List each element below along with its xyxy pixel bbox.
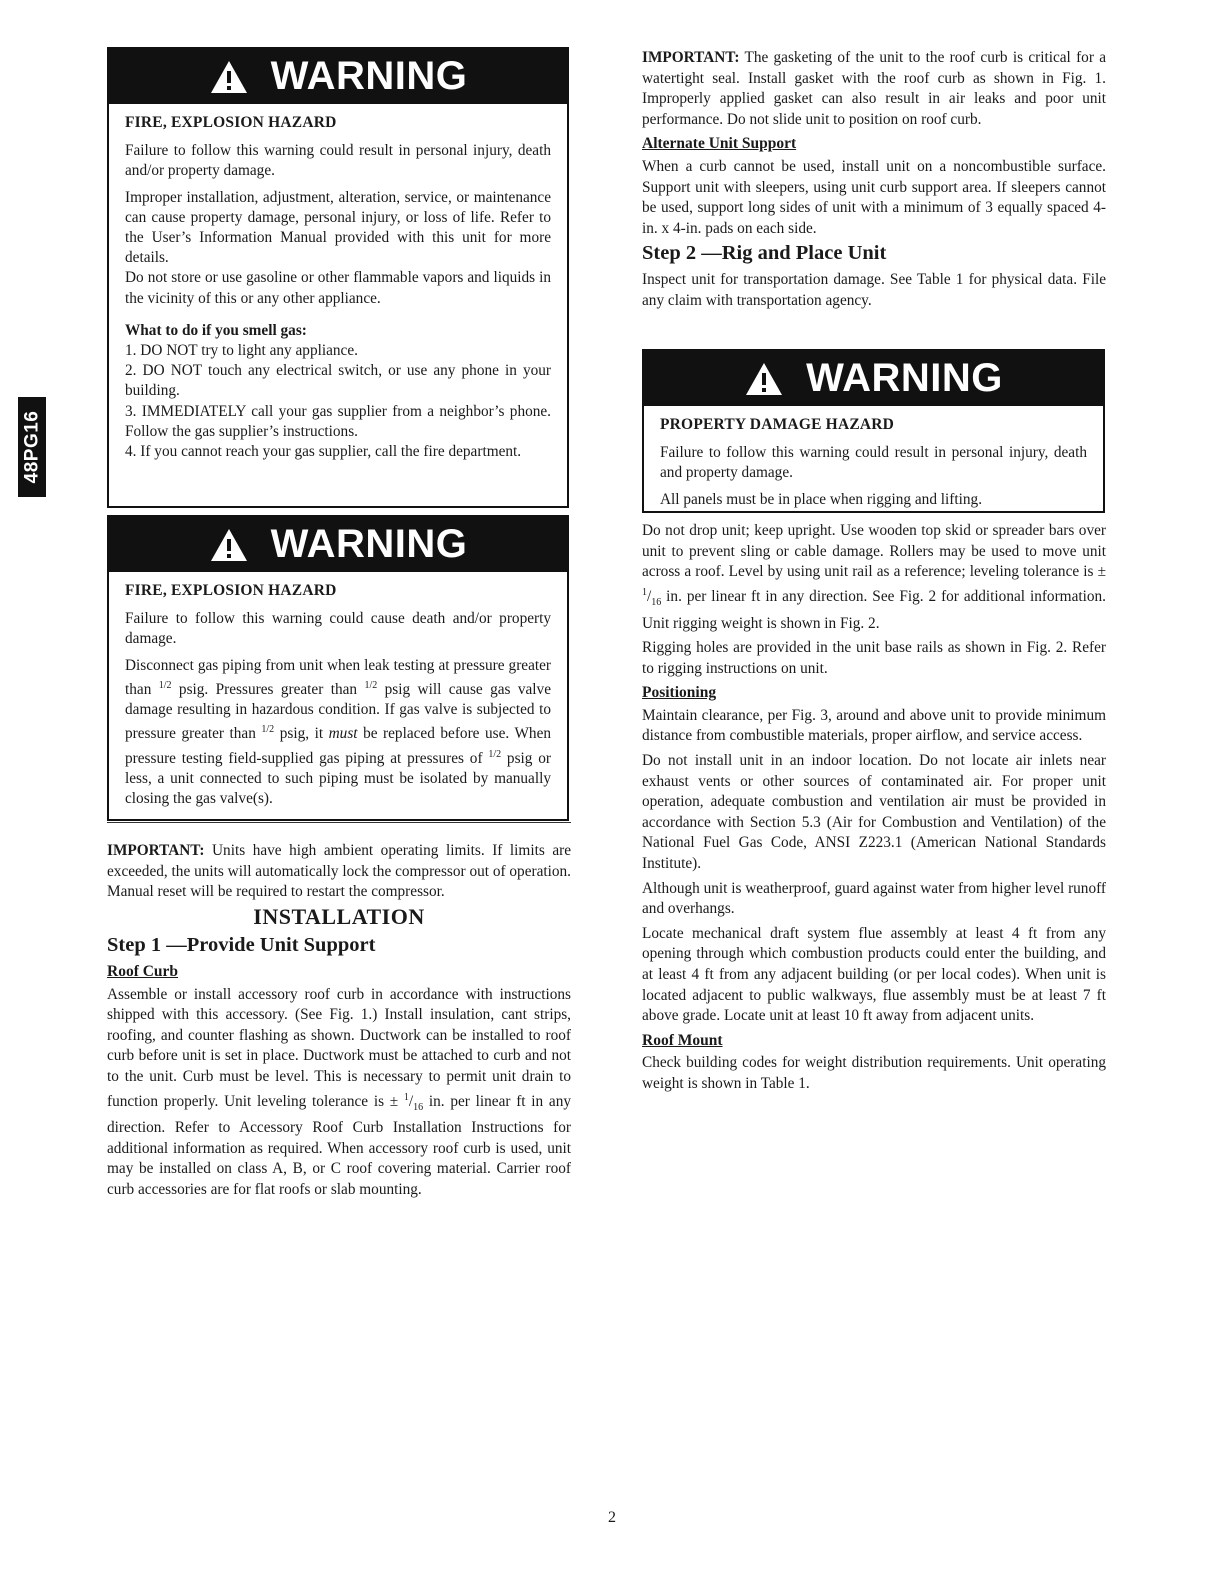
- step-2-heading: Step 2 —Rig and Place Unit: [642, 242, 887, 265]
- roof-mount-paragraph: Check building codes for weight distribution requirements. Unit operating weight is shown in Table 1.: [642, 1054, 1106, 1092]
- page-number: 2: [608, 1509, 616, 1526]
- installation-heading: INSTALLATION: [253, 903, 425, 929]
- important-note: IMPORTANT: Units have high ambient operating limits. If limits are exceeded, the units will automatically lock the compressor out of operation. Manual reset will be required to restart the compressor.: [107, 842, 571, 901]
- warning-paragraph: Failure to follow this warning could result in personal injury, death and/or property damage.: [125, 142, 551, 180]
- rigging-paragraph: Do not drop unit; keep upright. Use wooden top skid or spreader bars over unit to prevent sling or cable damage. Rollers may be used to move unit across a roof. Level by using unit rail as a reference; leveling tolerance is ± $^1/_{16}$ in. per linear ft in any direction. See Fig. 2 for additional information. Unit rigging weight is shown in Fig. 2.: [642, 522, 1106, 632]
- positioning-paragraph: Locate mechanical draft system flue assembly at least 4 ft from any opening through which combustion products could enter the building, and at least 4 ft from any adjacent building (or per local codes). When unit is located adjacent to public walkways, flue assembly must be at least 7 ft above grade. Locate unit at least 10 ft away from adjacent units.: [642, 924, 1106, 1025]
- warning-heading: FIRE, EXPLOSION HAZARD: [125, 114, 337, 131]
- positioning-paragraph: Maintain clearance, per Fig. 3, around and above unit to provide minimum distance from combustible materials, proper airflow, and service access.: [642, 706, 1106, 745]
- warning-banner-label: WARNING: [806, 356, 1003, 400]
- model-side-tab-label: 48PG16: [21, 410, 43, 484]
- roof-mount-heading: Roof Mount: [642, 1031, 723, 1049]
- right-body-text-bottom: [642, 521, 1106, 1099]
- warning-banner: [109, 517, 567, 572]
- warning-heading: PROPERTY DAMAGE HAZARD: [660, 416, 895, 433]
- warning-triangle-icon: [744, 361, 784, 397]
- warning-paragraph: All panels must be in place when rigging and lifting.: [660, 490, 983, 508]
- list-item: 1. DO NOT try to light any appliance.: [125, 342, 358, 360]
- warning-paragraph: Improper installation, adjustment, alteration, service, or maintenance can cause property damage, personal injury, or loss of life. Refer to the User’s Information Manual provided with this unit for more details.: [125, 188, 551, 267]
- warning-banner-label: WARNING: [270, 54, 468, 98]
- column-rule: [107, 822, 571, 823]
- important-gasket-note: IMPORTANT: The gasketing of the unit to the roof curb is critical for a watertight seal. Install gasket with the roof curb as shown in Fig. 1. Improperly applied gasket can also result in air leaks and poor unit performance. Do not slide unit to position on roof curb.: [642, 49, 1106, 128]
- left-body-text: [107, 841, 571, 1205]
- warning-paragraph: Failure to follow this warning could cause death and/or property damage.: [125, 610, 551, 648]
- smell-gas-list: [125, 341, 551, 462]
- warning-paragraph: Do not store or use gasoline or other flammable vapors and liquids in the vicinity of this or any other appliance.: [125, 269, 551, 307]
- positioning-heading: Positioning: [642, 684, 717, 702]
- step-1-heading: Step 1 —Provide Unit Support: [107, 934, 376, 957]
- warning-box-fire-explosion-1: [107, 47, 569, 508]
- step-2-paragraph: Inspect unit for transportation damage. See Table 1 for physical data. File any claim with transportation agency.: [642, 270, 1106, 309]
- warning-heading: FIRE, EXPLOSION HAZARD: [125, 582, 337, 599]
- warning-paragraph: Disconnect gas piping from unit when leak testing at pressure greater than $^{1/2}$ psig. Pressures greater than $^{1/2}$ psig will cause gas valve damage resulting in hazardous condition. If gas valve is subjected to pressure greater than $^{1/2}$ psig, it must be replaced before use. When pressure testing field-supplied gas piping at pressures of $^{1/2}$ psig or less, a unit connected to such piping must be isolated by manually closing the gas valve(s).: [125, 656, 552, 808]
- warning-banner: [109, 49, 567, 104]
- alternate-unit-support-heading: Alternate Unit Support: [642, 135, 797, 153]
- smell-gas-heading: What to do if you smell gas:: [125, 321, 307, 339]
- roof-curb-heading: Roof Curb: [107, 962, 179, 980]
- list-item: 4. If you cannot reach your gas supplier, call the fire department.: [125, 443, 522, 461]
- positioning-paragraph: Do not install unit in an indoor location. Do not locate air inlets near exhaust vents or other sources of contaminated air. For proper unit operation, adequate combustion and ventilation air must be provided in accordance with Section 5.3 (Air for Combustion and Ventilation) of the National Fuel Gas Code, ANSI Z223.1 (American National Standards Institute).: [642, 752, 1106, 873]
- warning-banner-label: WARNING: [270, 522, 468, 566]
- alternate-support-paragraph: When a curb cannot be used, install unit on a noncombustible surface. Support unit with sleepers, using unit curb support area. If sleepers cannot be used, support long sides of unit with a minimum of 3 equally spaced 4-in. x 4-in. pads on each side.: [642, 157, 1106, 237]
- warning-triangle-icon: [209, 527, 249, 563]
- warning-paragraph: Failure to follow this warning could result in personal injury, death and property damage.: [660, 444, 1087, 482]
- list-item: 2. DO NOT touch any electrical switch, or use any phone in your building.: [125, 362, 551, 400]
- roof-curb-paragraph: Assemble or install accessory roof curb in accordance with instructions shipped with this accessory. (See Fig. 1.) Install insulation, cant strips, roofing, and counter flashing as shown. Ductwork can be installed to roof curb before unit is set in place. Ductwork must be attached to curb and not to the unit. Curb must be level. This is necessary to permit unit drain to function properly. Unit leveling tolerance is ± $^1/_{16}$ in. per linear ft in any direction. Refer to Accessory Roof Curb Installation Instructions for additional information as required. When accessory roof curb is used, unit may be installed on class A, B, or C roof covering material. Carrier roof curb accessories are for flat roofs or slab mounting.: [107, 985, 572, 1199]
- warning-banner: [644, 351, 1103, 406]
- warning-box-fire-explosion-2: [107, 515, 569, 821]
- warning-box-property-damage: [642, 349, 1105, 513]
- right-body-text-top: [642, 48, 1106, 315]
- list-item: 3. IMMEDIATELY call your gas supplier from a neighbor’s phone. Follow the gas supplier’s instructions.: [125, 402, 551, 440]
- rigging-holes-paragraph: Rigging holes are provided in the unit base rails as shown in Fig. 2. Refer to rigging instructions on unit.: [642, 639, 1106, 677]
- warning-triangle-icon: [209, 59, 249, 95]
- model-side-tab: [18, 397, 46, 497]
- positioning-paragraph: Although unit is weatherproof, guard against water from higher level runoff and overhangs.: [642, 879, 1107, 918]
